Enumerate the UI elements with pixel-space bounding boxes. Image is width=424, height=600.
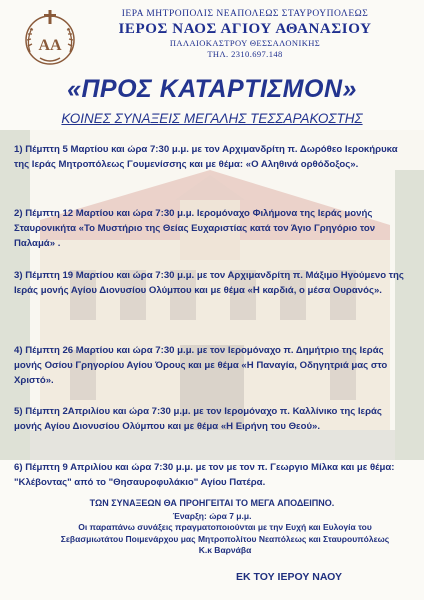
- event-item-3: 3) Πέμπτη 19 Μαρτίου και ώρα 7:30 μ.μ. με τον Αρχιμανδρίτη π. Μάξιμο Ηγούμενο της Ιεράς μονής Αγίου Διονυσίου Ολύμπου και με θέμα «Η καρδιά, ο μέσα Ουρανός».: [14, 270, 404, 296]
- event-item-1: 1) Πέμπτη 5 Μαρτίου και ώρα 7:30 μ.μ. με τον Αρχιμανδρίτη π. Δωρόθεο Ιεροκήρυκα της Ιεράς Μητροπόλεως Γουμενίσσης και με θέμα: «Ο Αληθινά ορθόδοξος».: [14, 144, 398, 170]
- header: [0, 0, 424, 72]
- footer-apodeipno: ΤΩΝ ΣΥΝΑΞΕΩΝ ΘΑ ΠΡΟΗΓΕΙΤΑΙ ΤΟ ΜΕΓΑ ΑΠΟΔΕΙΠΝΟ.: [89, 498, 335, 508]
- main-title: «ΠΡΟΣ ΚΑΤΑΡΤΙΣΜΟΝ»: [67, 75, 357, 103]
- footer-blessing: Οι παραπάνω συνάξεις πραγματοποιούνται με την Ευχή και Ευλογία του Σεβασμιωτάτου Ποιμενάρχου μας Μητροπολίτου Νεαπόλεως και Σταυρουπόλεως Κ.κ Βαρνάβα: [60, 522, 390, 555]
- header-location: ΠΑΛΑΙΟΚΑΣΤΡΟΥ ΘΕΣΣΑΛΟΝΙΚΗΣ: [169, 38, 321, 48]
- event-item-5: 5) Πέμπτη 2Απριλίου και ώρα 7:30 μ.μ. με τον Ιερομόναχο π. Καλλίνικο της Ιεράς μονής Αγίου Διονυσίου Ολύμπου και με θέμα «Η Ειρήνη του Θεού».: [14, 406, 382, 432]
- header-metropolis: ΙΕΡΑ ΜΗΤΡΟΠΟΛΙΣ ΝΕΑΠΟΛΕΩΣ ΣΤΑΥΡΟΥΠΟΛΕΩΣ: [121, 9, 369, 19]
- header-church-name: ΙΕΡΟΣ ΝΑΟΣ ΑΓΙΟΥ ΑΘΑΝΑΣΙΟΥ: [118, 21, 372, 37]
- emblem-letters: ΑΑ: [38, 37, 62, 54]
- church-emblem-icon: [18, 6, 82, 70]
- header-text: [80, 8, 410, 60]
- subtitle: ΚΟΙΝΕΣ ΣΥΝΑΞΕΙΣ ΜΕΓΑΛΗΣ ΤΕΣΣΑΡΑΚΟΣΤΗΣ: [61, 111, 363, 126]
- header-phone: ΤΗΛ. 2310.697.148: [207, 49, 283, 59]
- event-item-6: 6) Πέμπτη 9 Απριλίου και ώρα 7:30 μ.μ. με τον με τον π. Γεωργιο Μίλκα και με θέμα: "Κλέβοντας" από το "Θησαυροφυλάκιο" Αγίου Πατέρα.: [14, 462, 395, 488]
- event-item-4: 4) Πέμπτη 26 Μαρτίου και ώρα 7:30 μ.μ. με τον Ιερομόναχο π. Δημήτριο της Ιεράς μονής Οσίου Γρηγορίου Αγίου Όρους και με θέμα «Η Παναγία, Οδηγητριά μας στο Χριστό».: [14, 345, 388, 386]
- event-item-2: 2) Πέμπτη 12 Μαρτίου και ώρα 7:30 μ.μ. Ιερομόναχο Φιλήμονα της Ιεράς μονής Σταυρονικήτα «Το Μυστήριο της Θείας Ευχαριστίας κατά τον Άγιο Γρηγόριο τον Παλαμά» .: [14, 208, 376, 249]
- signature: ΕΚ ΤΟΥ ΙΕΡΟΥ ΝΑΟΥ: [236, 571, 343, 583]
- footer-start-time: Έναρξη: ώρα 7 μ.μ.: [172, 511, 252, 521]
